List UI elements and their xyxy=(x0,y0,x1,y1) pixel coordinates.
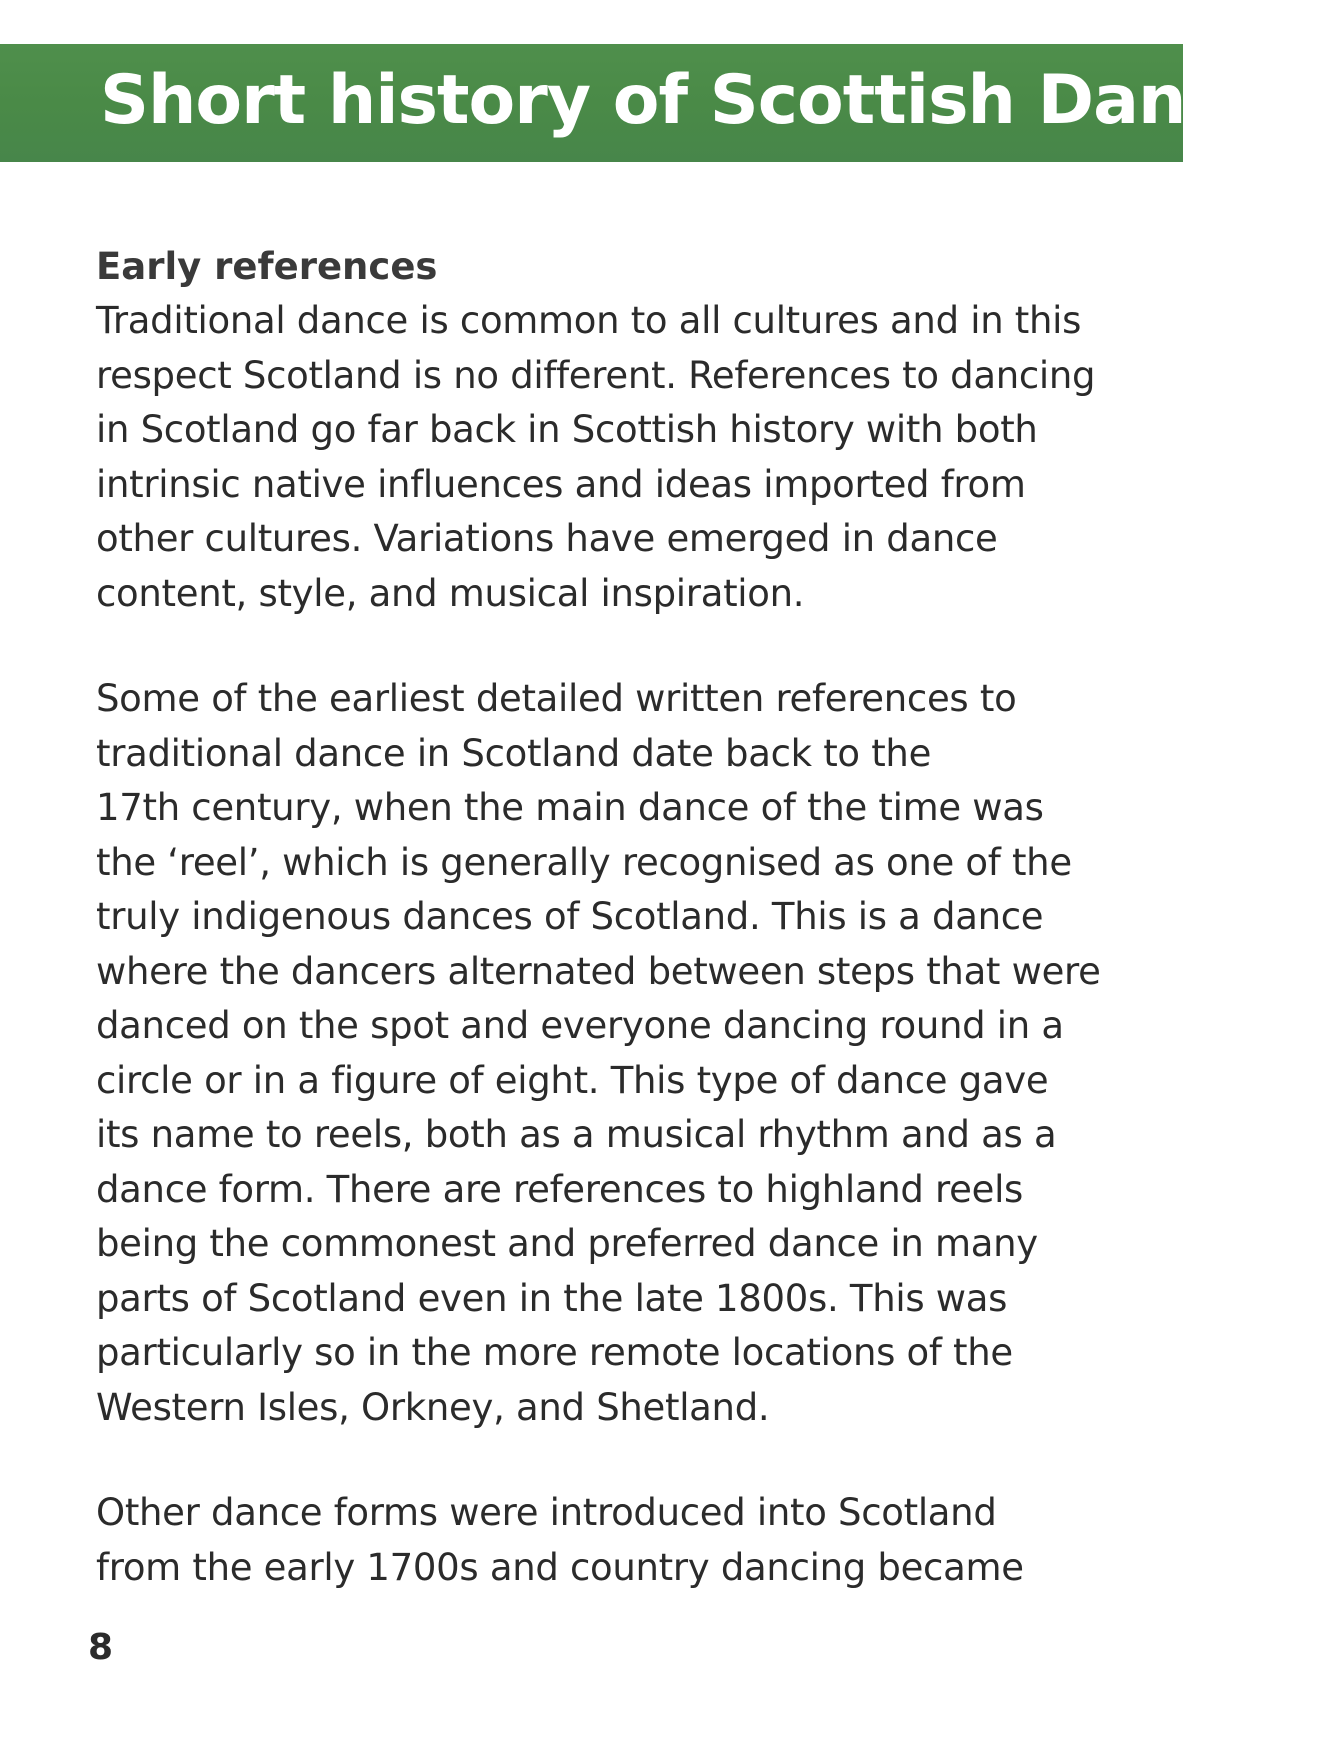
text-line: traditional dance in Scotland date back to the xyxy=(96,731,932,775)
text-line: circle or in a figure of eight. This type of dance gave xyxy=(96,1058,1049,1102)
text-line: respect Scotland is no different. References to dancing xyxy=(96,353,1096,397)
page-title: Short history of Scottish Dancing xyxy=(100,61,1342,140)
paragraph-3 xyxy=(96,1486,1116,1595)
text-line: in Scotland go far back in Scottish history with both xyxy=(96,408,1038,451)
text-line: Other dance forms were introduced into Scotland xyxy=(96,1491,997,1534)
text-line: other cultures. Variations have emerged in dance xyxy=(96,517,998,560)
text-line: its name to reels, both as a musical rhythm and as a xyxy=(96,1113,1057,1156)
section-heading: Early references xyxy=(96,245,438,288)
text-line: from the early 1700s and country dancing became xyxy=(96,1545,1024,1589)
title-banner xyxy=(0,44,1342,162)
paragraph-2 xyxy=(96,672,1116,1435)
text-line: particularly so in the more remote locations of the xyxy=(96,1331,1013,1374)
text-line: the ‘reel’, which is generally recognised as one of the xyxy=(96,840,1072,884)
page-number: 8 xyxy=(88,1627,114,1668)
text-line: content, style, and musical inspiration. xyxy=(96,571,805,615)
text-line: being the commonest and preferred dance in many xyxy=(96,1222,1038,1265)
text-line: intrinsic native influences and ideas imported from xyxy=(96,462,1026,506)
text-line: dance form. There are references to highland reels xyxy=(96,1167,1024,1211)
text-line: Some of the earliest detailed written references to xyxy=(96,677,1017,720)
text-line: parts of Scotland even in the late 1800s. This was xyxy=(96,1276,1008,1320)
article-body xyxy=(96,240,1116,1595)
text-line: where the dancers alternated between steps that were xyxy=(96,949,1101,993)
text-line: 17th century, when the main dance of the time was xyxy=(96,786,1044,829)
text-line: truly indigenous dances of Scotland. This is a dance xyxy=(96,895,1044,938)
text-line: Traditional dance is common to all cultures and in this xyxy=(96,299,1082,342)
text-line: danced on the spot and everyone dancing round in a xyxy=(96,1004,1064,1047)
paragraph-1 xyxy=(96,294,1116,621)
text-line: Western Isles, Orkney, and Shetland. xyxy=(96,1385,770,1429)
